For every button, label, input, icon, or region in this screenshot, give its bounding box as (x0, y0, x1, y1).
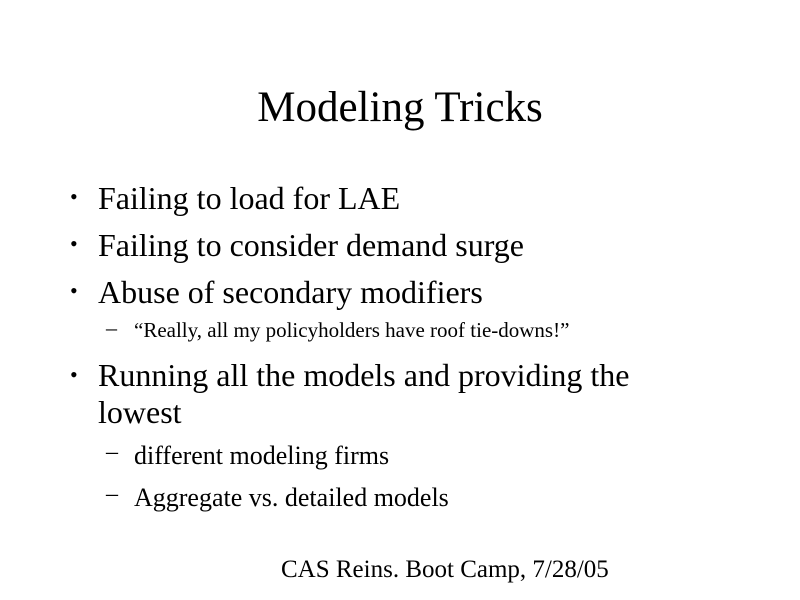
bullet-text-continuation: lowest (98, 394, 182, 430)
sub-bullet-text: different modeling firms (134, 441, 390, 470)
bullet-text: Abuse of secondary modifiers (98, 274, 483, 310)
sub-bullet-dash-icon: – (106, 481, 118, 507)
sub-bullet-text: Aggregate vs. detailed models (134, 483, 449, 512)
bullet-text: Running all the models and providing the (98, 357, 630, 393)
bullet-dot-icon: • (70, 362, 78, 387)
bullet-text: Failing to consider demand surge (98, 227, 524, 263)
sub-bullet-dash-icon: – (106, 439, 118, 465)
sub-bullet-dash-icon: – (106, 315, 117, 340)
bullet-text: Failing to load for LAE (98, 180, 401, 216)
bullet-dot-icon: • (70, 184, 78, 209)
bullet-dot-icon: • (70, 278, 78, 303)
sub-bullet-text: “Really, all my policyholders have roof tie-downs!” (134, 318, 570, 342)
bullet-dot-icon: • (70, 231, 78, 256)
slide-title: Modeling Tricks (257, 84, 543, 131)
slide-footer: CAS Reins. Boot Camp, 7/28/05 (281, 556, 609, 583)
